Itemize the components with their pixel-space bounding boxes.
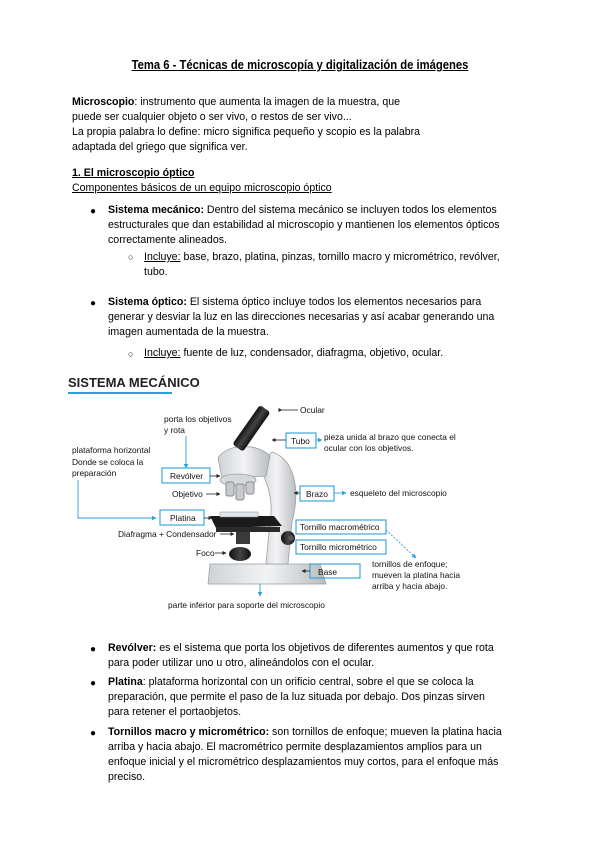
- label-tubo: Tubo: [291, 436, 310, 446]
- sub-bullet-circle: ○: [128, 252, 134, 262]
- label-torn-desc-2: mueven la platina hacia: [372, 570, 460, 580]
- tornillos-term: Tornillos macro y micrométrico:: [108, 726, 270, 738]
- optico-line-3: imagen aumentada de la muestra.: [108, 326, 269, 338]
- optico-line-2: generar y desviar la luz en las direcciones necesarias y así acabar generando una: [108, 311, 495, 323]
- mecanico-line-1: [108, 203, 497, 218]
- revolver-line-2: para poder utilizar uno u otro, alineándolos con el ocular.: [108, 657, 375, 669]
- tornillos-line-3: enfoque inicial y el micrométrico desplazamientos muy cortos, para el enfoque más: [108, 756, 499, 768]
- mecanico-incluye-label: Incluye:: [144, 251, 181, 263]
- tornillos-line-4: preciso.: [108, 771, 146, 783]
- tornillos-line-1: [108, 725, 502, 740]
- label-objetivo: Objetivo: [172, 489, 203, 499]
- optico-term: Sistema óptico:: [108, 296, 187, 308]
- label-micro: Tornillo micrométrico: [300, 542, 377, 552]
- tornillos-text-1: son tornillos de enfoque; mueven la platina hacia: [269, 726, 502, 738]
- label-plat-desc-2: Donde se coloca la: [72, 457, 144, 467]
- bullet-dot: ●: [90, 644, 97, 655]
- optico-incluye-line: [144, 346, 443, 361]
- platina-text-1: : plataforma horizontal con un orificio central, sobre el que se coloca la: [142, 676, 474, 688]
- label-tubo-desc-2: ocular con los objetivos.: [324, 443, 414, 453]
- sub-bullet-circle: ○: [128, 349, 134, 359]
- optico-text-1: El sistema óptico incluye todos los elementos necesarios para: [186, 296, 482, 308]
- page-title: Tema 6 - Técnicas de microscopía y digitalización de imágenes: [131, 58, 469, 72]
- label-porta-1: porta los objetivos: [164, 414, 232, 424]
- platina-line-2: preparación, que permite el paso de la luz situada por debajo. Dos pinzas sirven: [108, 691, 485, 703]
- label-ocular: Ocular: [300, 405, 325, 415]
- platina-line-3: para retener el portaobjetos.: [108, 706, 242, 718]
- mecanico-text-1: Dentro del sistema mecánico se incluyen todos los elementos: [203, 204, 497, 216]
- label-base-desc: parte inferior para soporte del microscopio: [168, 600, 325, 610]
- label-plat-desc-1: plataforma horizontal: [72, 445, 151, 455]
- intro-term: Microscopio: [72, 96, 135, 108]
- bullet-dot: ●: [90, 298, 97, 309]
- intro-def-1: : instrumento que aumenta la imagen de la muestra, que: [134, 96, 400, 108]
- intro-line-3: La propia palabra lo define: micro significa pequeño y scopio es la palabra: [72, 126, 421, 138]
- label-diafragma: Diafragma + Condensador: [118, 529, 217, 539]
- optico-incluye-label: Incluye:: [144, 347, 181, 359]
- label-base: Base: [318, 567, 338, 577]
- optico-incluye-text: fuente de luz, condensador, diafragma, objetivo, ocular.: [180, 347, 444, 359]
- bullet-dot: ●: [90, 678, 97, 689]
- tornillos-line-2: arriba y hacia abajo. El macrométrico permite desplazamientos amplios para un: [108, 741, 482, 753]
- optico-line-1: [108, 295, 481, 310]
- label-torn-desc-1: tornillos de enfoque;: [372, 559, 448, 569]
- revolver-line-1: [108, 641, 494, 656]
- label-macro: Tornillo macrométrico: [300, 522, 380, 532]
- label-foco: Foco: [196, 548, 215, 558]
- mecanico-incluye-line-2: tubo.: [144, 266, 168, 278]
- intro-line-4: adaptada del griego que significa ver.: [72, 141, 248, 153]
- intro-line-2: puede ser cualquier objeto o ser vivo, o restos de ser vivo...: [72, 111, 352, 123]
- label-brazo: Brazo: [306, 489, 328, 499]
- label-platina: Platina: [170, 513, 196, 523]
- platina-line-1: [108, 675, 474, 690]
- label-torn-desc-3: arriba y hacia abajo.: [372, 581, 448, 591]
- bullet-dot: ●: [90, 206, 97, 217]
- label-revolver: Revólver: [170, 471, 204, 481]
- revolver-text-1: es el sistema que porta los objetivos de diferentes aumentos y que rota: [156, 642, 494, 654]
- mecanico-term: Sistema mecánico:: [108, 204, 204, 216]
- mecanico-incluye-line-1: [144, 250, 500, 265]
- label-brazo-desc: esqueleto del microscopio: [350, 488, 447, 498]
- intro-line-1: [72, 95, 400, 110]
- platina-term: Platina: [108, 676, 143, 688]
- mecanico-incluye-text-1: base, brazo, platina, pinzas, tornillo macro y micrométrico, revólver,: [180, 251, 500, 263]
- label-plat-desc-3: preparación: [72, 468, 117, 478]
- label-tubo-desc-1: pieza unida al brazo que conecta el: [324, 432, 456, 442]
- mecanico-line-2: estructurales que dan estabilidad al microscopio y mantienen los elementos ópticos: [108, 219, 500, 231]
- bullet-dot: ●: [90, 728, 97, 739]
- label-porta-2: y rota: [164, 425, 185, 435]
- mecanico-line-3: correctamente alineados.: [108, 234, 227, 246]
- diagram-heading: SISTEMA MECÁNICO: [68, 375, 200, 390]
- section-heading: 1. El microscopio óptico: [72, 167, 195, 179]
- revolver-term: Revólver:: [108, 642, 157, 654]
- microscope-diagram: [60, 372, 480, 622]
- section-subheading: Componentes básicos de un equipo microscopio óptico: [72, 182, 332, 194]
